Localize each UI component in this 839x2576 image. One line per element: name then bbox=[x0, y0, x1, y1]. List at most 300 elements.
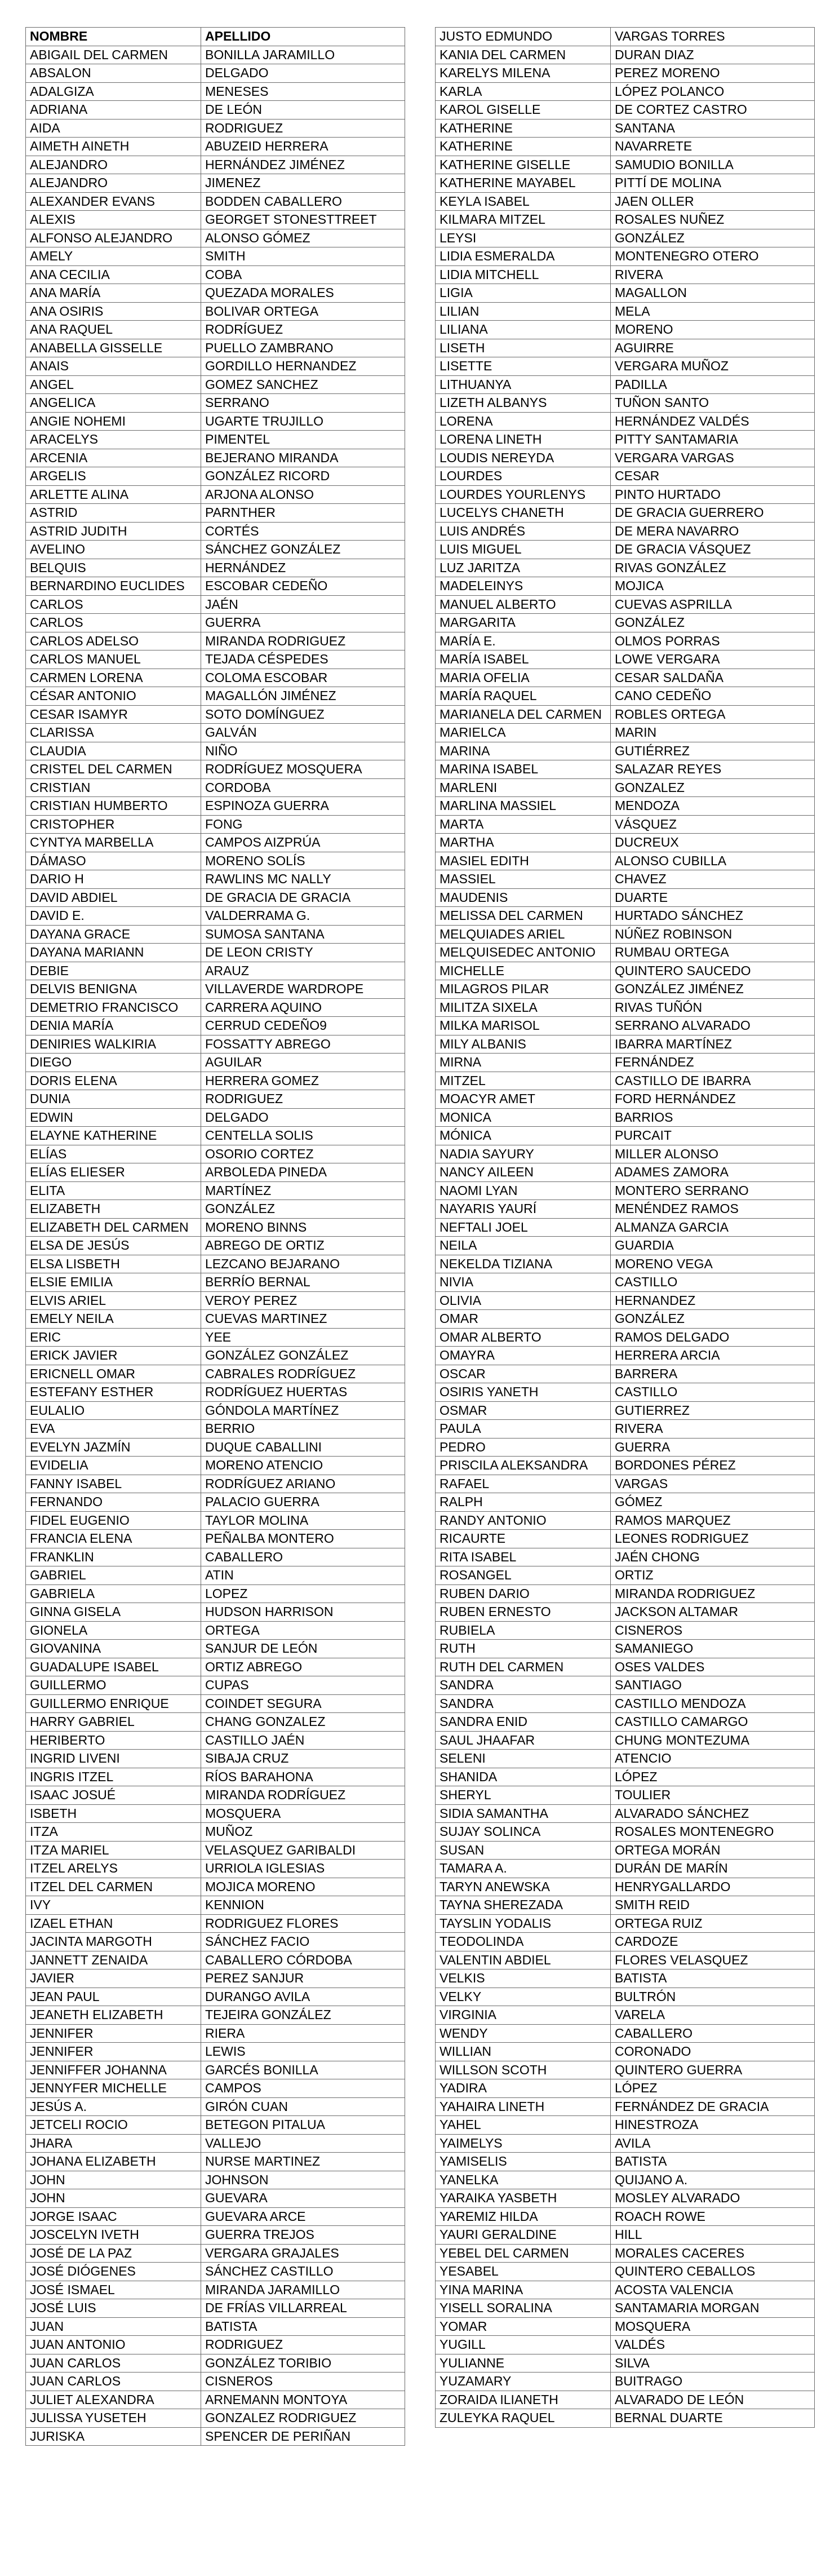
table-row bbox=[26, 156, 405, 174]
first-name-cell: YISELL SORALINA bbox=[436, 2299, 611, 2318]
last-name-cell: HUDSON HARRISON bbox=[201, 1603, 405, 1622]
first-name-cell: JENNYFER MICHELLE bbox=[26, 2079, 201, 2098]
first-name-cell: ELSA DE JESÚS bbox=[26, 1237, 201, 1255]
first-name-cell: RUBEN DARIO bbox=[436, 1584, 611, 1603]
first-name-cell: JENNIFER bbox=[26, 2024, 201, 2043]
last-name-cell: UGARTE TRUJILLO bbox=[201, 412, 405, 431]
table-row bbox=[26, 669, 405, 687]
last-name-cell: CUEVAS MARTINEZ bbox=[201, 1310, 405, 1329]
last-name-cell: HENRYGALLARDO bbox=[611, 1878, 815, 1896]
table-row bbox=[26, 1914, 405, 1933]
table-row bbox=[436, 1072, 815, 1090]
first-name-cell: MARTA bbox=[436, 815, 611, 834]
table-row bbox=[436, 1383, 815, 1402]
last-name-cell: QUEZADA MORALES bbox=[201, 284, 405, 303]
first-name-cell: AVELINO bbox=[26, 541, 201, 559]
last-name-cell: JACKSON ALTAMAR bbox=[611, 1603, 815, 1622]
table-row bbox=[436, 211, 815, 229]
table-row bbox=[436, 357, 815, 376]
last-name-cell: ARAUZ bbox=[201, 962, 405, 980]
table-row bbox=[26, 2373, 405, 2391]
table-row bbox=[26, 1731, 405, 1750]
first-name-cell: ALEXIS bbox=[26, 211, 201, 229]
table-row bbox=[26, 2153, 405, 2171]
first-name-cell: ELÍAS ELIESER bbox=[26, 1163, 201, 1182]
first-name-cell: MELQUISEDEC ANTONIO bbox=[436, 944, 611, 962]
first-name-cell: RANDY ANTONIO bbox=[436, 1511, 611, 1530]
table-row bbox=[436, 1420, 815, 1439]
table-row bbox=[436, 1658, 815, 1676]
first-name-cell: YAREMIZ HILDA bbox=[436, 2207, 611, 2226]
table-row bbox=[436, 1310, 815, 1329]
first-name-cell: MARÍA ISABEL bbox=[436, 650, 611, 669]
first-name-cell: ITZA MARIEL bbox=[26, 1841, 201, 1860]
last-name-cell: NURSE MARTINEZ bbox=[201, 2153, 405, 2171]
first-name-cell: VELKY bbox=[436, 1988, 611, 2006]
first-name-cell: ANA CECILIA bbox=[26, 265, 201, 284]
table-row bbox=[436, 64, 815, 83]
last-name-cell: BERRIO bbox=[201, 1420, 405, 1439]
table-row bbox=[436, 742, 815, 760]
table-row bbox=[26, 229, 405, 247]
last-name-cell: SIBAJA CRUZ bbox=[201, 1750, 405, 1768]
last-name-cell: HERNÁNDEZ JIMÉNEZ bbox=[201, 156, 405, 174]
first-name-cell: GINNA GISELA bbox=[26, 1603, 201, 1622]
last-name-cell: CASTILLO CAMARGO bbox=[611, 1713, 815, 1732]
last-name-cell: CUEVAS ASPRILLA bbox=[611, 595, 815, 614]
last-name-cell: VARGAS TORRES bbox=[611, 28, 815, 46]
last-name-cell: LEWIS bbox=[201, 2043, 405, 2061]
first-name-cell: RUBEN ERNESTO bbox=[436, 1603, 611, 1622]
first-name-cell: LUZ JARITZA bbox=[436, 559, 611, 577]
first-name-cell: LISETTE bbox=[436, 357, 611, 376]
last-name-cell: BERNAL DUARTE bbox=[611, 2409, 815, 2428]
first-name-cell: DÁMASO bbox=[26, 852, 201, 870]
table-row bbox=[26, 467, 405, 486]
table-row bbox=[436, 82, 815, 101]
first-name-cell: ITZEL DEL CARMEN bbox=[26, 1878, 201, 1896]
first-name-cell: NADIA SAYURY bbox=[436, 1145, 611, 1163]
last-name-cell: DELGADO bbox=[201, 1108, 405, 1127]
last-name-cell: ORTEGA RUIZ bbox=[611, 1914, 815, 1933]
first-name-cell: ROSANGEL bbox=[436, 1566, 611, 1585]
first-name-cell: JURISKA bbox=[26, 2427, 201, 2446]
last-name-cell: ROACH ROWE bbox=[611, 2207, 815, 2226]
first-name-cell: KEYLA ISABEL bbox=[436, 192, 611, 211]
last-name-cell: RIERA bbox=[201, 2024, 405, 2043]
first-name-cell: ALEXANDER EVANS bbox=[26, 192, 201, 211]
first-name-cell: FANNY ISABEL bbox=[26, 1475, 201, 1493]
last-name-cell: CANO CEDEÑO bbox=[611, 687, 815, 706]
table-row bbox=[26, 1054, 405, 1072]
first-name-cell: SAUL JHAAFAR bbox=[436, 1731, 611, 1750]
first-name-cell: MITZEL bbox=[436, 1072, 611, 1090]
last-name-cell: MONTERO SERRANO bbox=[611, 1181, 815, 1200]
first-name-cell: ELÍAS bbox=[26, 1145, 201, 1163]
table-row bbox=[436, 1860, 815, 1878]
table-row bbox=[26, 1017, 405, 1035]
last-name-cell: TAYLOR MOLINA bbox=[201, 1511, 405, 1530]
spreadsheet-page bbox=[17, 17, 822, 2565]
last-name-cell: MIRANDA JARAMILLO bbox=[201, 2281, 405, 2299]
table-row bbox=[436, 1584, 815, 1603]
last-name-cell: BONILLA JARAMILLO bbox=[201, 46, 405, 64]
last-name-cell: PUELLO ZAMBRANO bbox=[201, 339, 405, 357]
first-name-cell: RUTH bbox=[436, 1640, 611, 1658]
first-name-cell: MARIELCA bbox=[436, 724, 611, 742]
last-name-cell: HINESTROZA bbox=[611, 2116, 815, 2135]
last-name-cell: MAGALLÓN JIMÉNEZ bbox=[201, 687, 405, 706]
last-name-cell: YEE bbox=[201, 1328, 405, 1347]
table-row bbox=[26, 577, 405, 596]
table-row bbox=[26, 541, 405, 559]
first-name-cell: YANELKA bbox=[436, 2171, 611, 2189]
last-name-cell: GALVÁN bbox=[201, 724, 405, 742]
first-name-cell: MILKA MARISOL bbox=[436, 1017, 611, 1035]
table-row bbox=[26, 1163, 405, 1182]
last-name-cell: VILLAVERDE WARDROPE bbox=[201, 980, 405, 999]
last-name-cell: SÁNCHEZ GONZÁLEZ bbox=[201, 541, 405, 559]
table-row bbox=[26, 1603, 405, 1622]
first-name-cell: ASTRID bbox=[26, 504, 201, 523]
first-name-cell: ELAYNE KATHERINE bbox=[26, 1127, 201, 1145]
table-row bbox=[26, 1676, 405, 1695]
last-name-cell: SMITH bbox=[201, 247, 405, 266]
last-name-cell: CUPAS bbox=[201, 1676, 405, 1695]
first-name-cell: DIEGO bbox=[26, 1054, 201, 1072]
last-name-cell: CORONADO bbox=[611, 2043, 815, 2061]
last-name-cell: MOJICA MORENO bbox=[201, 1878, 405, 1896]
first-name-cell: TAMARA A. bbox=[436, 1860, 611, 1878]
table-row bbox=[26, 2079, 405, 2098]
table-row bbox=[436, 2354, 815, 2373]
table-row bbox=[26, 925, 405, 944]
table-row bbox=[26, 375, 405, 394]
table-row bbox=[436, 797, 815, 816]
first-name-cell: MARIANELA DEL CARMEN bbox=[436, 705, 611, 724]
first-name-cell: CÉSAR ANTONIO bbox=[26, 687, 201, 706]
last-name-cell: DE LEÓN bbox=[201, 101, 405, 119]
last-name-cell: DE GRACIA DE GRACIA bbox=[201, 888, 405, 907]
table-row bbox=[26, 192, 405, 211]
last-name-cell: MOJICA bbox=[611, 577, 815, 596]
first-name-cell: GUILLERMO ENRIQUE bbox=[26, 1694, 201, 1713]
first-name-cell: NEILA bbox=[436, 1237, 611, 1255]
first-name-cell: INGRIS ITZEL bbox=[26, 1768, 201, 1786]
table-row bbox=[436, 925, 815, 944]
last-name-cell: GUTIERREZ bbox=[611, 1401, 815, 1420]
last-name-cell: RIVAS TUÑÓN bbox=[611, 998, 815, 1017]
last-name-cell: GONZÁLEZ bbox=[201, 1200, 405, 1219]
last-name-cell: ATENCIO bbox=[611, 1750, 815, 1768]
table-row bbox=[436, 2079, 815, 2098]
table-row bbox=[26, 412, 405, 431]
table-row bbox=[436, 852, 815, 870]
table-row bbox=[26, 1218, 405, 1237]
first-name-cell: ABSALON bbox=[26, 64, 201, 83]
last-name-cell: HERRERA ARCIA bbox=[611, 1347, 815, 1365]
table-row bbox=[436, 1841, 815, 1860]
first-name-cell: KATHERINE MAYABEL bbox=[436, 174, 611, 193]
last-name-cell: PITTÍ DE MOLINA bbox=[611, 174, 815, 193]
last-name-cell: RODRÍGUEZ ARIANO bbox=[201, 1475, 405, 1493]
last-name-cell: DURAN DIAZ bbox=[611, 46, 815, 64]
first-name-cell: PAULA bbox=[436, 1420, 611, 1439]
last-name-cell: MORENO BINNS bbox=[201, 1218, 405, 1237]
table-row bbox=[26, 2043, 405, 2061]
first-name-cell: ADRIANA bbox=[26, 101, 201, 119]
last-name-cell: RODRÍGUEZ bbox=[201, 321, 405, 339]
first-name-cell: JUAN CARLOS bbox=[26, 2373, 201, 2391]
table-row bbox=[26, 101, 405, 119]
first-name-cell: JOHANA ELIZABETH bbox=[26, 2153, 201, 2171]
last-name-cell: SOTO DOMÍNGUEZ bbox=[201, 705, 405, 724]
last-name-cell: OLMOS PORRAS bbox=[611, 632, 815, 650]
last-name-cell: MELA bbox=[611, 302, 815, 321]
first-name-cell: GIOVANINA bbox=[26, 1640, 201, 1658]
table-row bbox=[436, 1530, 815, 1548]
first-name-cell: MARÍA RAQUEL bbox=[436, 687, 611, 706]
table-row bbox=[436, 632, 815, 650]
last-name-cell: ALONSO CUBILLA bbox=[611, 852, 815, 870]
last-name-cell: PEREZ MORENO bbox=[611, 64, 815, 83]
first-name-cell: LOURDES YOURLENYS bbox=[436, 485, 611, 504]
last-name-cell: RODRÍGUEZ HUERTAS bbox=[201, 1383, 405, 1402]
first-name-cell: YADIRA bbox=[436, 2079, 611, 2098]
last-name-cell: HURTADO SÁNCHEZ bbox=[611, 907, 815, 926]
table-row bbox=[26, 46, 405, 64]
table-row bbox=[26, 1310, 405, 1329]
last-name-cell: DUARTE bbox=[611, 888, 815, 907]
first-name-cell: ARLETTE ALINA bbox=[26, 485, 201, 504]
last-name-cell: QUINTERO CEBALLOS bbox=[611, 2263, 815, 2281]
last-name-cell: GOMEZ SANCHEZ bbox=[201, 375, 405, 394]
last-name-cell: MARTÍNEZ bbox=[201, 1181, 405, 1200]
table-row bbox=[26, 247, 405, 266]
table-row bbox=[26, 614, 405, 632]
table-row bbox=[436, 119, 815, 138]
first-name-cell: DELVIS BENIGNA bbox=[26, 980, 201, 999]
first-name-cell: LEYSI bbox=[436, 229, 611, 247]
last-name-cell: COLOMA ESCOBAR bbox=[201, 669, 405, 687]
last-name-cell: FERNÁNDEZ DE GRACIA bbox=[611, 2097, 815, 2116]
table-row bbox=[436, 1768, 815, 1786]
last-name-cell: AGUIRRE bbox=[611, 339, 815, 357]
table-row bbox=[436, 449, 815, 467]
table-row bbox=[26, 2263, 405, 2281]
table-row bbox=[436, 1676, 815, 1695]
first-name-cell: VALENTIN ABDIEL bbox=[436, 1951, 611, 1969]
first-name-cell: ISBETH bbox=[26, 1804, 201, 1823]
table-row bbox=[436, 1804, 815, 1823]
first-name-cell: DAVID ABDIEL bbox=[26, 888, 201, 907]
table-row bbox=[436, 1017, 815, 1035]
last-name-cell: CHUNG MONTEZUMA bbox=[611, 1731, 815, 1750]
last-name-cell: ABUZEID HERRERA bbox=[201, 138, 405, 156]
first-name-cell: MILY ALBANIS bbox=[436, 1035, 611, 1054]
last-name-cell: OSORIO CORTEZ bbox=[201, 1145, 405, 1163]
first-name-cell: KARLA bbox=[436, 82, 611, 101]
last-name-cell: BATISTA bbox=[611, 1969, 815, 1988]
first-name-cell: JOHN bbox=[26, 2171, 201, 2189]
first-name-cell: MARGARITA bbox=[436, 614, 611, 632]
table-row bbox=[26, 1438, 405, 1457]
last-name-cell: GUERRA bbox=[201, 614, 405, 632]
table-row bbox=[26, 2189, 405, 2208]
table-row bbox=[26, 1786, 405, 1805]
last-name-cell: VERGARA VARGAS bbox=[611, 449, 815, 467]
last-name-cell: MENÉNDEZ RAMOS bbox=[611, 1200, 815, 1219]
table-row bbox=[26, 2409, 405, 2428]
last-name-cell: SANTIAGO bbox=[611, 1676, 815, 1695]
last-name-cell: CORDOBA bbox=[201, 778, 405, 797]
first-name-cell: TAYSLIN YODALIS bbox=[436, 1914, 611, 1933]
table-row bbox=[436, 1054, 815, 1072]
first-name-cell: MIRNA bbox=[436, 1054, 611, 1072]
last-name-cell: COBA bbox=[201, 265, 405, 284]
first-name-cell: OSCAR bbox=[436, 1365, 611, 1383]
last-name-cell: RIVERA bbox=[611, 1420, 815, 1439]
last-name-cell: CISNEROS bbox=[201, 2373, 405, 2391]
last-name-cell: HERRERA GOMEZ bbox=[201, 1072, 405, 1090]
table-row bbox=[436, 1181, 815, 1200]
table-row bbox=[26, 394, 405, 413]
first-name-cell: YINA MARINA bbox=[436, 2281, 611, 2299]
first-name-cell: MARLENI bbox=[436, 778, 611, 797]
first-name-cell: AMELY bbox=[26, 247, 201, 266]
last-name-cell: NIÑO bbox=[201, 742, 405, 760]
first-name-cell: YAMISELIS bbox=[436, 2153, 611, 2171]
last-name-cell: SANTAMARIA MORGAN bbox=[611, 2299, 815, 2318]
first-name-cell: EMELY NEILA bbox=[26, 1310, 201, 1329]
table-row bbox=[26, 1713, 405, 1732]
table-row bbox=[26, 2354, 405, 2373]
last-name-cell: AVILA bbox=[611, 2134, 815, 2153]
table-row bbox=[436, 1493, 815, 1512]
last-name-cell: SILVA bbox=[611, 2354, 815, 2373]
last-name-cell: ALVARADO SÁNCHEZ bbox=[611, 1804, 815, 1823]
table-row bbox=[26, 1273, 405, 1292]
table-row bbox=[26, 2024, 405, 2043]
last-name-cell: MORALES CACERES bbox=[611, 2244, 815, 2263]
table-row bbox=[436, 1969, 815, 1988]
table-row bbox=[26, 2207, 405, 2226]
last-name-cell: CABALLERO bbox=[611, 2024, 815, 2043]
first-name-cell: YARAIKA YASBETH bbox=[436, 2189, 611, 2208]
last-name-cell: CHAVEZ bbox=[611, 870, 815, 889]
first-name-cell: MARLINA MASSIEL bbox=[436, 797, 611, 816]
first-name-cell: RITA ISABEL bbox=[436, 1548, 611, 1566]
last-name-cell: GONZALEZ bbox=[611, 778, 815, 797]
table-row bbox=[26, 724, 405, 742]
table-row bbox=[26, 834, 405, 852]
last-name-cell: ESCOBAR CEDEÑO bbox=[201, 577, 405, 596]
last-name-cell: RAMOS DELGADO bbox=[611, 1328, 815, 1347]
first-name-cell: MILAGROS PILAR bbox=[436, 980, 611, 999]
first-name-cell: RAFAEL bbox=[436, 1475, 611, 1493]
first-name-cell: JUSTO EDMUNDO bbox=[436, 28, 611, 46]
last-name-cell: CABRALES RODRÍGUEZ bbox=[201, 1365, 405, 1383]
last-name-cell: CASTILLO bbox=[611, 1273, 815, 1292]
first-name-cell: MELQUIADES ARIEL bbox=[436, 925, 611, 944]
first-name-cell: LORENA LINETH bbox=[436, 431, 611, 449]
first-name-cell: ZULEYKA RAQUEL bbox=[436, 2409, 611, 2428]
left-table-body bbox=[26, 46, 405, 2446]
table-row bbox=[26, 944, 405, 962]
table-row bbox=[26, 1640, 405, 1658]
last-name-cell: CARRERA AQUINO bbox=[201, 998, 405, 1017]
table-row bbox=[436, 2317, 815, 2336]
first-name-cell: MASSIEL bbox=[436, 870, 611, 889]
first-name-cell: CLAUDIA bbox=[26, 742, 201, 760]
table-row bbox=[436, 1878, 815, 1896]
last-name-cell: NÚÑEZ ROBINSON bbox=[611, 925, 815, 944]
table-row bbox=[26, 1255, 405, 1273]
last-name-cell: ARNEMANN MONTOYA bbox=[201, 2391, 405, 2409]
first-name-cell: OLIVIA bbox=[436, 1291, 611, 1310]
first-name-cell: CARLOS bbox=[26, 614, 201, 632]
table-row bbox=[436, 485, 815, 504]
table-row bbox=[436, 1914, 815, 1933]
table-row bbox=[436, 1988, 815, 2006]
last-name-cell: CHANG GONZALEZ bbox=[201, 1713, 405, 1732]
last-name-cell: QUINTERO GUERRA bbox=[611, 2061, 815, 2079]
table-row bbox=[436, 595, 815, 614]
last-name-cell: GONZÁLEZ TORIBIO bbox=[201, 2354, 405, 2373]
first-name-cell: ALEJANDRO bbox=[26, 174, 201, 193]
table-row bbox=[26, 1988, 405, 2006]
table-row bbox=[26, 1658, 405, 1676]
first-name-cell: GIONELA bbox=[26, 1621, 201, 1640]
first-name-cell: VIRGINIA bbox=[436, 2006, 611, 2025]
table-row bbox=[26, 485, 405, 504]
first-name-cell: EVIDELIA bbox=[26, 1457, 201, 1475]
table-row bbox=[436, 1640, 815, 1658]
first-name-cell: JOSÉ LUIS bbox=[26, 2299, 201, 2318]
last-name-cell: GUERRA bbox=[611, 1438, 815, 1457]
last-name-cell: ABREGO DE ORTIZ bbox=[201, 1237, 405, 1255]
last-name-cell: GONZÁLEZ bbox=[611, 1310, 815, 1329]
nombre-header: NOMBRE bbox=[26, 28, 201, 46]
first-name-cell: JENNIFFER JOHANNA bbox=[26, 2061, 201, 2079]
table-row bbox=[26, 522, 405, 541]
first-name-cell: DAYANA MARIANN bbox=[26, 944, 201, 962]
table-row bbox=[26, 1511, 405, 1530]
last-name-cell: BERRÍO BERNAL bbox=[201, 1273, 405, 1292]
first-name-cell: CLARISSA bbox=[26, 724, 201, 742]
table-row bbox=[26, 1493, 405, 1512]
table-row bbox=[26, 2097, 405, 2116]
last-name-cell: BARRERA bbox=[611, 1365, 815, 1383]
first-name-cell: RICAURTE bbox=[436, 1530, 611, 1548]
table-row bbox=[436, 1163, 815, 1182]
first-name-cell: JEAN PAUL bbox=[26, 1988, 201, 2006]
table-row bbox=[26, 1475, 405, 1493]
table-row bbox=[26, 1694, 405, 1713]
first-name-cell: CRISTIAN HUMBERTO bbox=[26, 797, 201, 816]
first-name-cell: CARLOS bbox=[26, 595, 201, 614]
first-name-cell: BERNARDINO EUCLIDES bbox=[26, 577, 201, 596]
last-name-cell: SMITH REID bbox=[611, 1896, 815, 1915]
first-name-cell: ARCENIA bbox=[26, 449, 201, 467]
table-row bbox=[26, 1548, 405, 1566]
first-name-cell: ERICK JAVIER bbox=[26, 1347, 201, 1365]
last-name-cell: TUÑON SANTO bbox=[611, 394, 815, 413]
last-name-cell: VARELA bbox=[611, 2006, 815, 2025]
table-row bbox=[436, 1291, 815, 1310]
first-name-cell: JOHN bbox=[26, 2189, 201, 2208]
first-name-cell: ITZEL ARELYS bbox=[26, 1860, 201, 1878]
